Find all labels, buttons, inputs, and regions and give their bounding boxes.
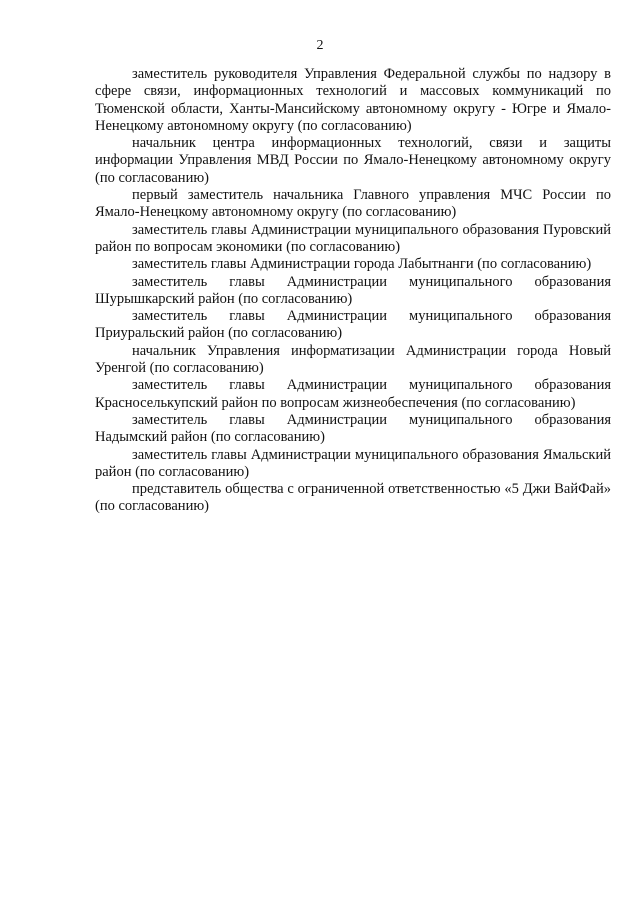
list-item: начальник центра информационных технологий, связи и защиты информации Управления МВД России по Ямало-Ненецкому автономному округу (по согласованию) [95, 135, 611, 186]
list-item: заместитель главы Администрации муниципального образования Надымский район (по согласованию) [95, 411, 611, 446]
list-item: заместитель главы Администрации муниципального образования Ямальский район (по согласованию) [95, 446, 611, 480]
list-item: начальник Управления информатизации Администрации города Новый Уренгой (по согласованию) [95, 342, 611, 377]
list-item: заместитель руководителя Управления Федеральной службы по надзору в сфере связи, информационных технологий и массовых коммуникаций по Тюменской области, Ханты-Мансийскому автономному округу - Югре и Ямало-Ненецкому автономному округу (по согласованию) [95, 66, 611, 134]
list-item: заместитель главы Администрации муниципального образования Приуральский район (по согласованию) [95, 308, 611, 342]
list-item: заместитель главы Администрации города Лабытнанги (по согласованию) [132, 256, 592, 273]
list-item: первый заместитель начальника Главного управления МЧС России по Ямало-Ненецкому автономному округу (по согласованию) [95, 187, 611, 221]
list-item: заместитель главы Администрации муниципального образования Пуровский район по вопросам экономики (по согласованию) [95, 221, 611, 255]
list-item: заместитель главы Администрации муниципального образования Красноселькупский район по вопросам жизнеобеспечения (по согласованию) [95, 377, 611, 411]
page-number: 2 [316, 38, 324, 53]
list-item: представитель общества с ограниченной ответственностью «5 Джи ВайФай» (по согласованию) [95, 481, 611, 515]
member-list [95, 66, 611, 516]
list-item: заместитель главы Администрации муниципального образования Шурышкарский район (по согласованию) [95, 273, 611, 307]
